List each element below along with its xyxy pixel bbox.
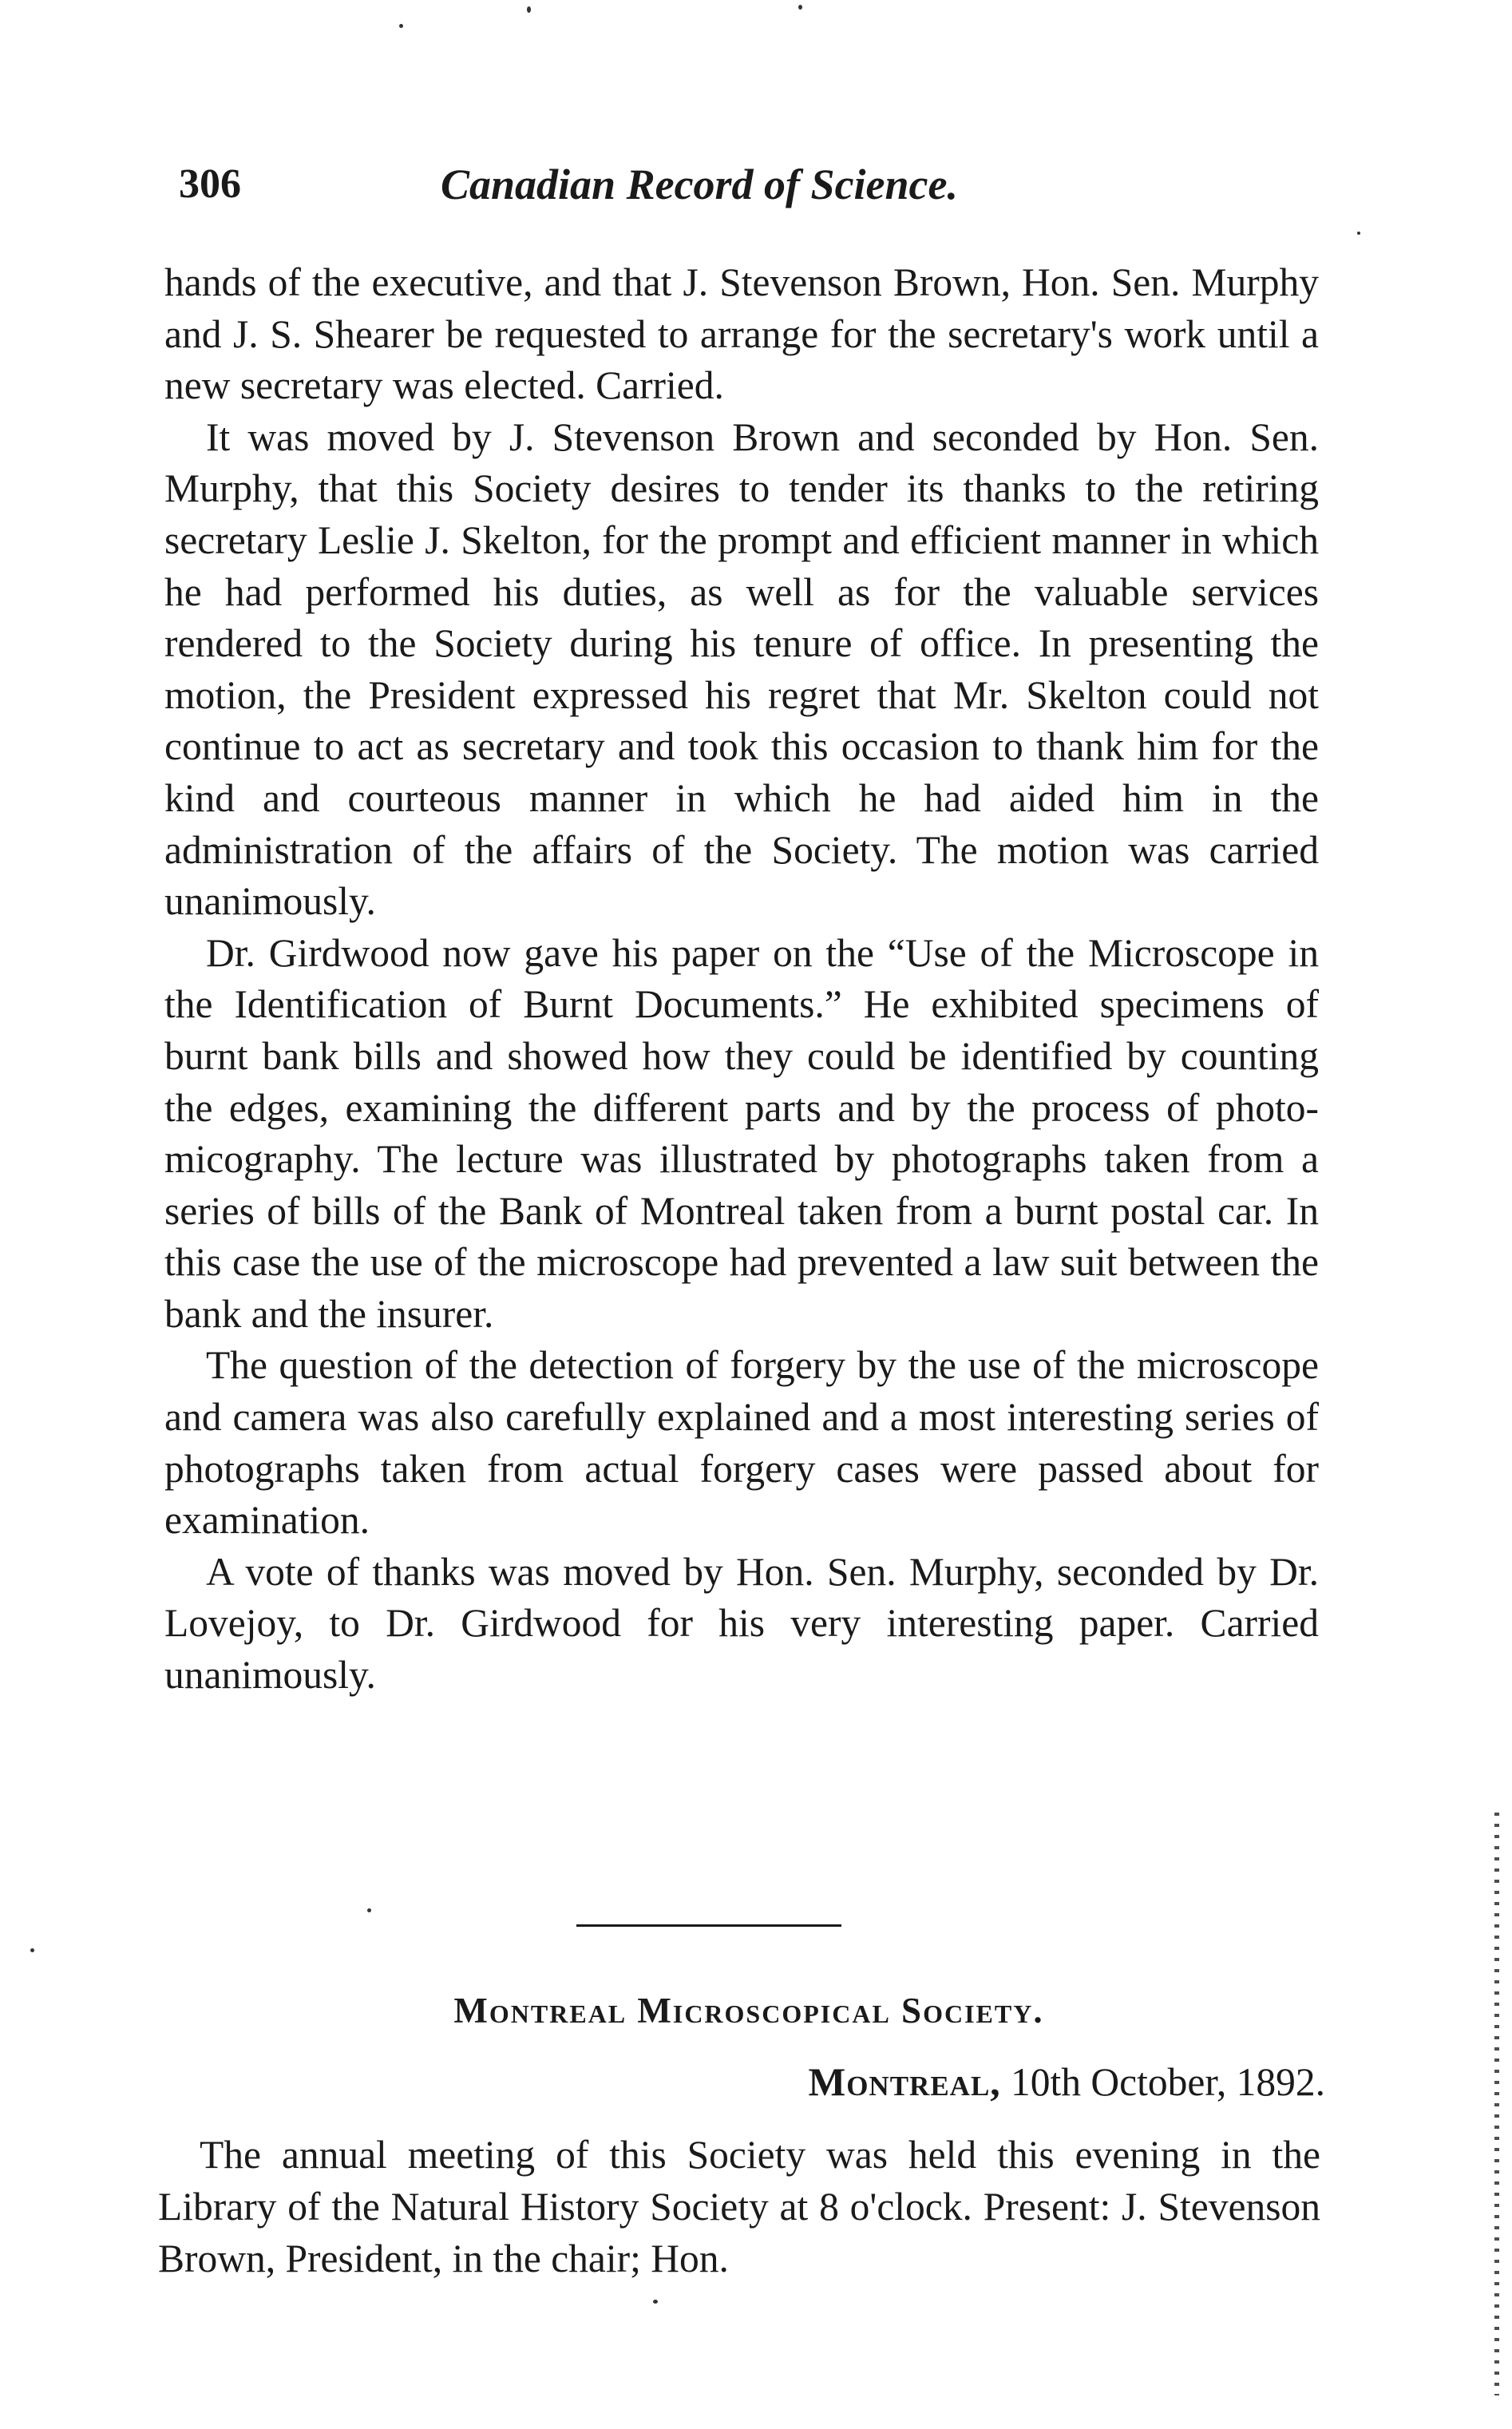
scan-speck [30, 1948, 34, 1952]
dateline-date: 10th October, 1892. [1000, 2060, 1325, 2104]
scan-speck [399, 24, 403, 28]
body-text [164, 257, 1319, 1702]
scan-edge-marks [1494, 1813, 1499, 2395]
paragraph-vote-of-thanks: A vote of thanks was moved by Hon. Sen. Murphy, seconded by Dr. Lovejoy, to Dr. Girdwood for his very interesting paper. Carried unanimously. [164, 1549, 1319, 1698]
paragraph-annual-meeting: The annual meeting of this Society was held this evening in the Library of the Natural History Society at 8 o'clock. Present: J. Stevenson Brown, President, in the chair; Hon. [158, 2133, 1320, 2280]
dateline-place: Montreal, [808, 2060, 1001, 2104]
page-header [179, 157, 1328, 212]
scan-speck [1357, 232, 1360, 235]
scan-speck [653, 2300, 658, 2304]
scan-speck [527, 6, 531, 13]
scan-speck [367, 1908, 371, 1912]
paragraph-girdwood-paper: Dr. Girdwood now gave his paper on the “Use of the Microscope in the Identification of Burnt Documents.” He exhibited specimens of burnt bank bills and showed how they could be identified by counting the edges, examining the different parts and by the process of photo-micography. The lecture was illustrated by photographs taken from a series of bills of the Bank of Montreal taken from a burnt postal car. In this case the use of the microscope had prevented a law suit between the bank and the insurer. [164, 930, 1319, 1336]
paragraph-forgery: The question of the detection of forgery by the use of the microscope and camera was also carefully explained and a most interesting series of photographs taken from actual forgery cases were passed about for examination. [164, 1343, 1319, 1543]
paragraph-continued: hands of the executive, and that J. Stevenson Brown, Hon. Sen. Murphy and J. S. Shearer be requested to arrange for the secretary's work until a new secretary was elected. Carried. [164, 260, 1319, 408]
section-divider [576, 1924, 841, 1927]
section-heading: Montreal Microscopical Society. [453, 1991, 1044, 2031]
paragraph-motion-thanks: It was moved by J. Stevenson Brown and seconded by Hon. Sen. Murphy, that this Society desires to tender its thanks to the retiring secretary Leslie J. Skelton, for the prompt and efficient manner in which he had performed his duties, as well as for the valuable services rendered to the Society during his tenure of office. In presenting the motion, the President expressed his regret that Mr. Skelton could not continue to act as secretary and took this occasion to thank him for the kind and courteous manner in which he had aided him in the administration of the affairs of the Society. The motion was carried unanimously. [164, 414, 1319, 924]
dateline [655, 2057, 1325, 2108]
section-body [158, 2129, 1320, 2284]
running-title: Canadian Record of Science. [441, 160, 958, 208]
scan-speck [798, 5, 802, 10]
page-number: 306 [179, 161, 241, 207]
